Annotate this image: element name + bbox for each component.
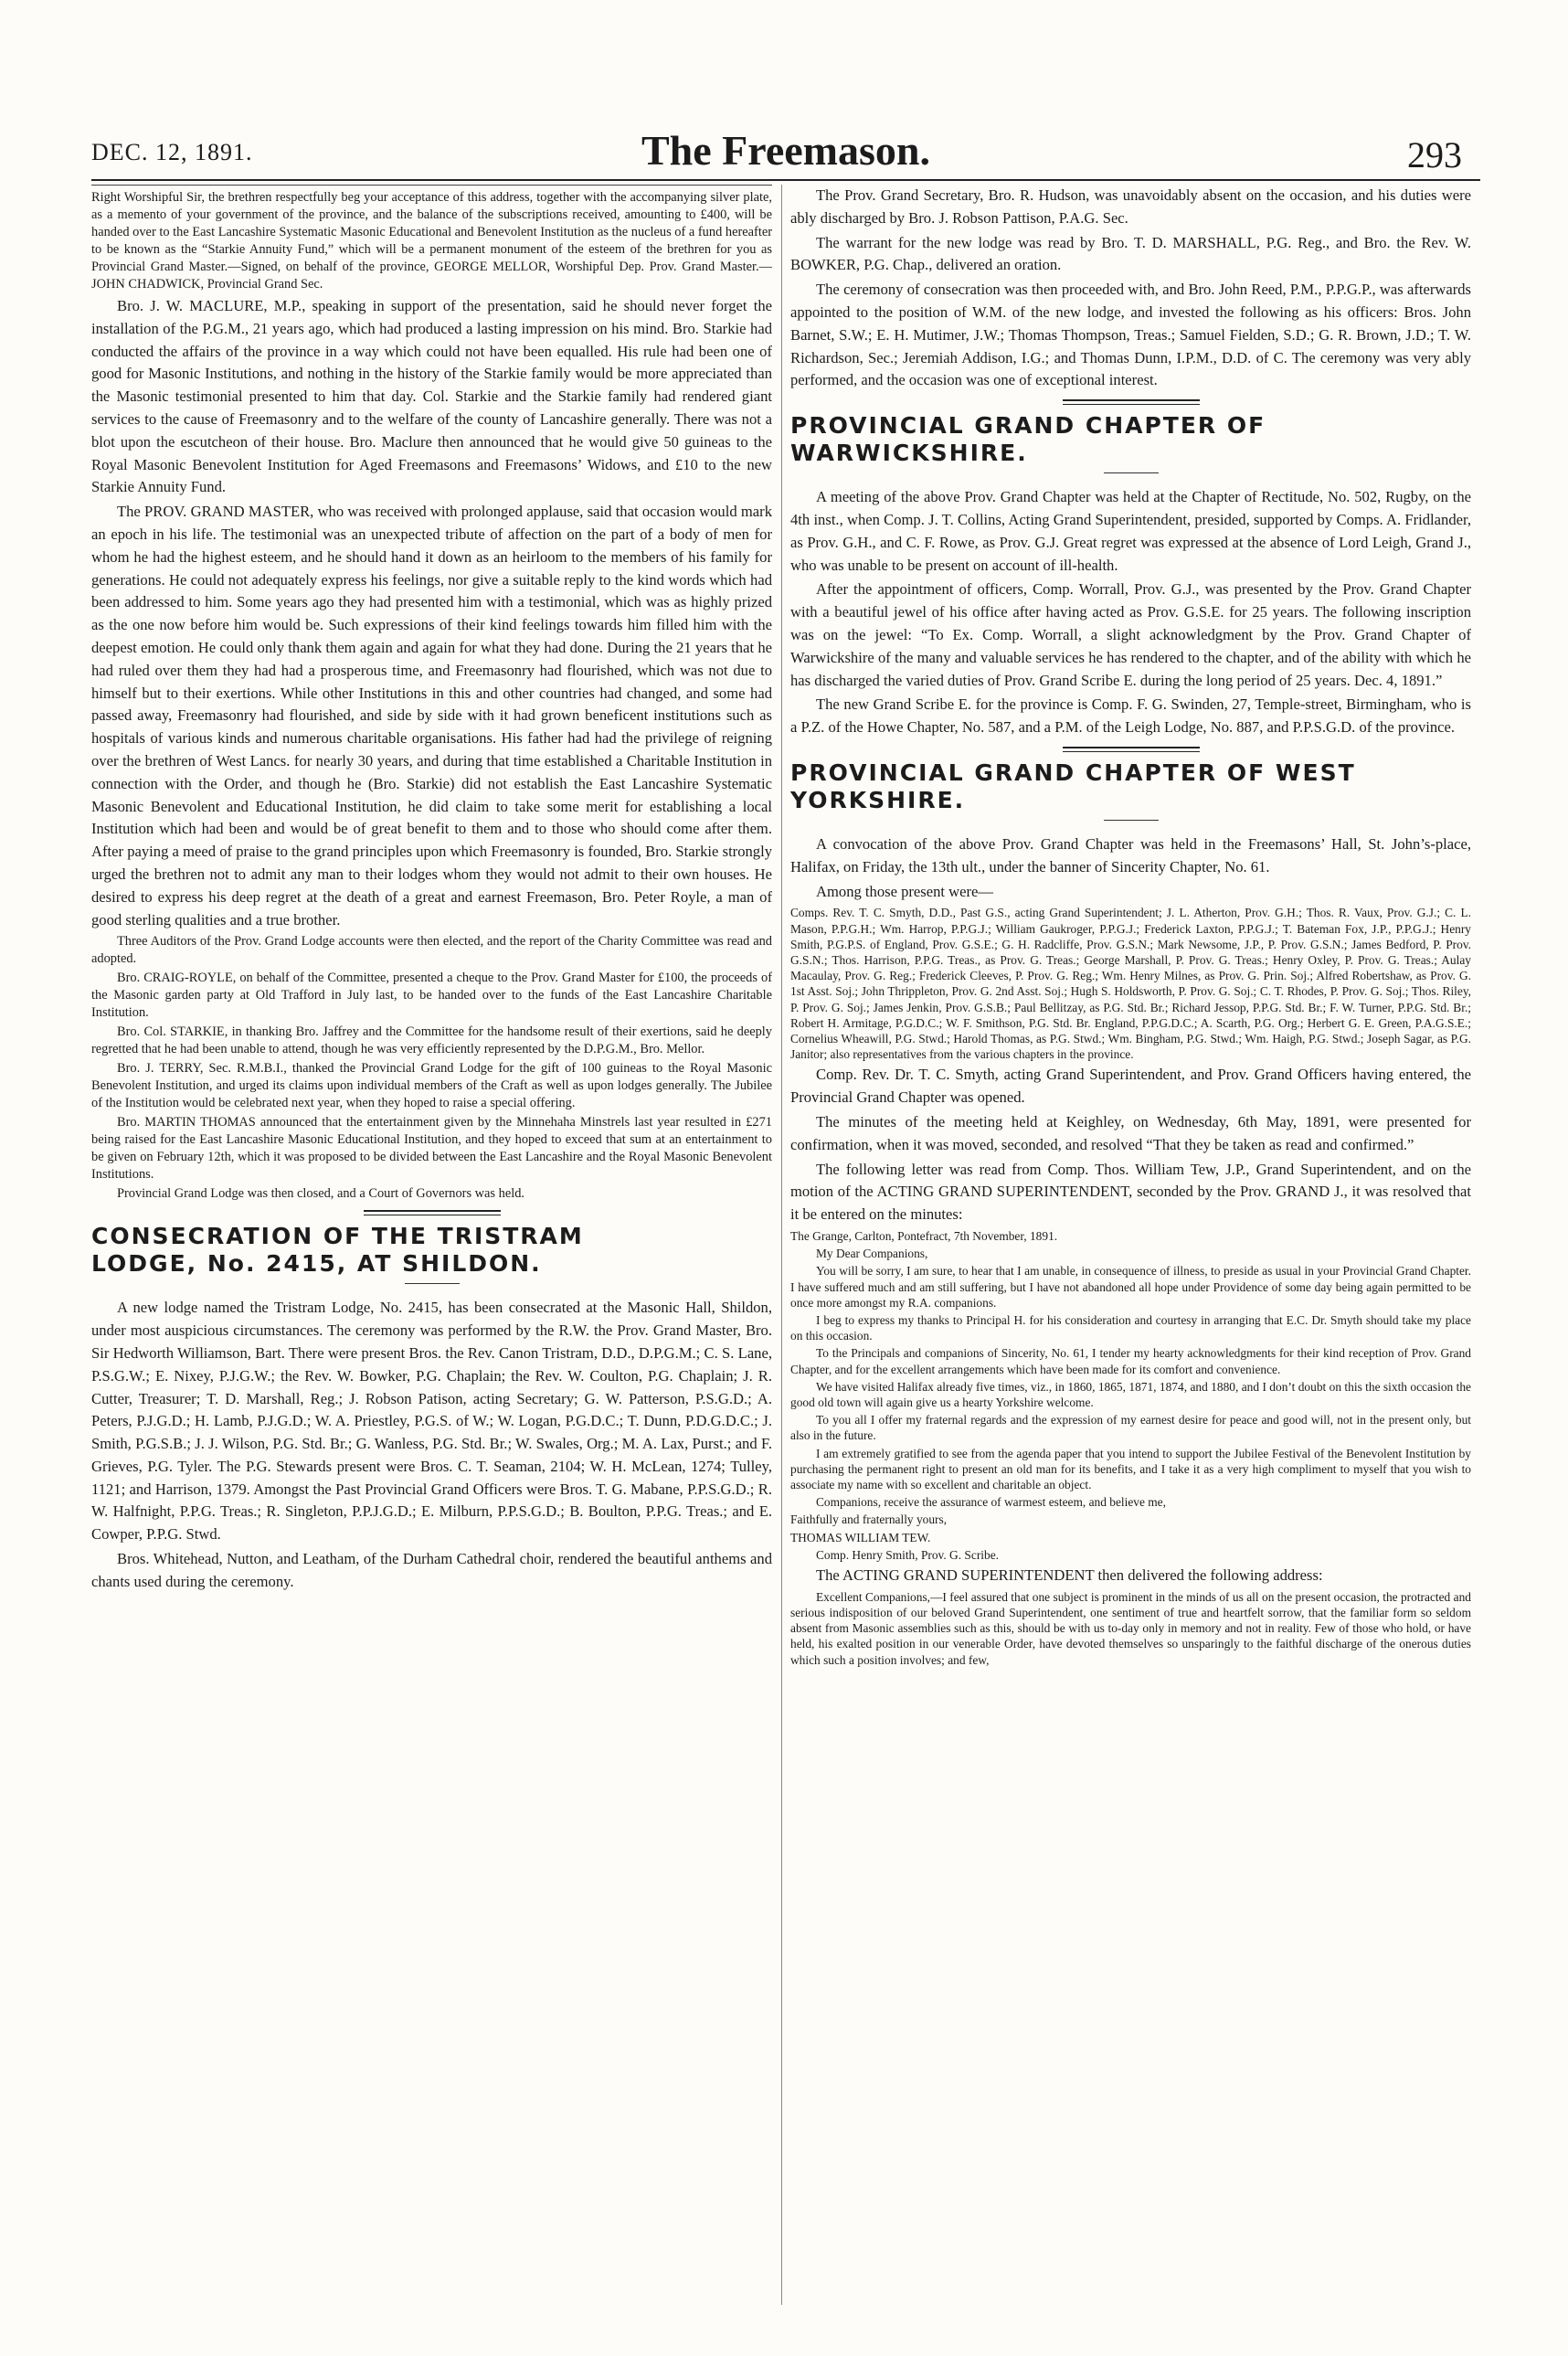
warwick-meeting-paragraph: A meeting of the above Prov. Grand Chapter was held at the Chapter of Rectitude, No. 502, Rugby, on the 4th inst., when Comp. J. T. Collins, Acting Grand Superintendent, presided, supported by Comps. A. Fridlander, as Prov. G.H., and C. F. Rowe, as Prov. G.J. Great regret was expressed at the absence of Lord Leigh, Grand J., who was unable to be present on account of ill-health.: [790, 488, 1471, 574]
address-paragraph: Right Worshipful Sir, the brethren respectfully beg your acceptance of this address, together with the accompanying silver plate, as a memento of your government of the province, and the balance of the subscriptions received, amounting to £400, will be handed over to the East Lancashire Systematic Masonic Educational and Benevolent Institution as the nucleus of a fund hereafter to be known as the “Starkie Annuity Fund,” which will be a permanent monument of the esteem of the brethren for you as Provincial Grand Master.—Signed, on behalf of the province, GEORGE MELLOR, Worshipful Dep. Prov. Grand Master.—JOHN CHADWICK, Provincial Grand Sec.: [91, 190, 772, 292]
letter-paragraph: I am extremely gratified to see from the agenda paper that you intend to support the Jubilee Festival of the Benevolent Institution by purchasing the permanent right to present an old man for its benefits, and I take it as a very high compliment to myself that you wish to associate my name with so excellent and charitable an object.: [790, 1446, 1471, 1491]
column-divider: [781, 185, 782, 2305]
masthead-title: The Freemason.: [641, 127, 930, 174]
warwick-scribe-paragraph: The new Grand Scribe E. for the province is Comp. F. G. Swinden, 27, Temple-street, Birmingham, who is a P.Z. of the Howe Chapter, No. 587, and a P.M. of the Leigh Lodge, No. 887, and P.P.S.G.D. of the province.: [790, 695, 1471, 737]
craig-royle-paragraph: Bro. CRAIG-ROYLE, on behalf of the Committee, presented a cheque to the Prov. Grand Master for £100, the proceeds of the Masonic garden party at Old Trafford in July last, to be handed over to the funds of the East Lancashire Charitable Institution.: [91, 971, 772, 1021]
col-starkie-paragraph: Bro. Col. STARKIE, in thanking Bro. Jaffrey and the Committee for the handsome result of their exertions, said he deeply regretted that he had been unable to attend, though he was very efficiently represented by the D.P.G.M., Bro. Mellor.: [91, 1024, 772, 1057]
wy-convocation-paragraph: A convocation of the above Prov. Grand Chapter was held in the Freemasons’ Hall, St. John’s-place, Halifax, on Friday, the 13th ult., under the banner of Sincerity Chapter, No. 61.: [790, 834, 1471, 876]
west-yorkshire-headline: PROVINCIAL GRAND CHAPTER OF WEST YORKSHIRE.: [790, 759, 1356, 813]
pgm-reply-paragraph: The PROV. GRAND MASTER, who was received with prolonged applause, said that occasion would mark an epoch in his life. The testimonial was an unexpected tribute of affection on the part of a body of men for whom he had the highest esteem, and he should hand it down as an heirloom to the members of his family for generations. He could not adequately express his feelings, nor give a suitable reply to the kind words which had been addressed to him. Some years ago they had presented him with a testimonial, which was as highly prized as the one now before him would be. Such expressions of their kind feelings towards him filled him with the deepest emotion. He could only thank them again and again for what they had done. During the 21 years that he had ruled over them they had had a prosperous time, and Freemasonry had flourished, which was not due to himself but to their exertions. While other Institutions in this and other countries had changed, and some had passed away, Freemasonry had flourished, and side by side with it had grown beneficent institutions such as hospitals of various kinds and numerous charitable organisations. His father had had the privilege of reigning over the brethren of West Lancs. for nearly 30 years, and during that time established a Charitable Institution in connection with the Order, and though he (Bro. Starkie) did not establish the East Lancashire Systematic Masonic Benevolent and Educational Institution, he did claim to take some merit for establishing a local Institution which had been and would be of great benefit to them and to those who should come after them. After paying a meed of praise to the grand principles upon which Freemasonry is founded, Bro. Starkie strongly urged the brethren not to admit any man to their lodges whom they would not admit to their own houses. He desired to express his deep regret at the death of a great and earnest Freemason, Bro. Peter Royle, a man of good sterling qualities and a true brother.: [91, 503, 772, 929]
headline-rule: [405, 1283, 460, 1284]
letter-paragraph: To you all I offer my fraternal regards and the expression of my earnest desire for peace and good will, not in the present only, but also in the future.: [790, 1413, 1471, 1443]
letter-paragraph: You will be sorry, I am sure, to hear that I am unable, in consequence of illness, to preside as usual in your Provincial Grand Chapter. I have suffered much and am still suffering, but I have not abandoned all hope under Providence of some day being again permitted to be once more amongst my R.A. companions.: [790, 1264, 1471, 1310]
section-rule: [1063, 747, 1200, 752]
wy-present-intro: Among those present were—: [816, 882, 994, 900]
page-header: [91, 126, 1480, 181]
issue-date: DEC. 12, 1891.: [91, 139, 253, 165]
letter-paragraph: Companions, receive the assurance of warmest esteem, and believe me,: [816, 1495, 1166, 1510]
address-intro: The ACTING GRAND SUPERINTENDENT then delivered the following address:: [816, 1566, 1323, 1584]
wy-letter-intro: The following letter was read from Comp. Thos. William Tew, J.P., Grand Superintendent, and on the motion of the ACTING GRAND SUPERINTENDENT, seconded by the Prov. GRAND J., it was resolved that it be entered on the minutes:: [790, 1160, 1471, 1224]
consecration-headline: CONSECRATION OF THE TRISTRAM LODGE, No. 2415, AT SHILDON.: [91, 1223, 584, 1278]
wy-minutes-paragraph: The minutes of the meeting held at Keighley, on Wednesday, 6th May, 1891, were presented for confirmation, when it was moved, seconded, and resolved “That they be taken as read and confirmed.”: [790, 1112, 1471, 1153]
address-text: Excellent Companions,—I feel assured that one subject is prominent in the minds of us all on the present occasion, the protracted and serious indisposition of our beloved Grand Superintendent, one sentiment of true and heartfelt sorrow, that the familiar form so seldom absent from Masonic assemblies such as this, should be with us to-day only in memory and not in reality. Few of those who hold, or have held, his exalted position in our venerable Order, have devoted themselves so unsparingly to the faithful discharge of the onerous duties which such a position involves; and few,: [790, 1589, 1471, 1667]
page-number: 293: [1407, 134, 1462, 175]
letter-paragraph: I beg to express my thanks to Principal H. for his consideration and courtesy in arranging that E.C. Dr. Smyth should take my place on this occasion.: [790, 1312, 1471, 1343]
letter-paragraph: To the Principals and companions of Sincerity, No. 61, I tender my hearty acknowledgments for their kind reception of Prov. Grand Chapter, and for the excellent arrangements which have been made for its comfort and convenience.: [790, 1346, 1471, 1376]
letter-cc: Comp. Henry Smith, Prov. G. Scribe.: [816, 1547, 999, 1562]
wy-present-list: Comps. Rev. T. C. Smyth, D.D., Past G.S., acting Grand Superintendent; J. L. Atherton, Prov. G.H.; Thos. R. Vaux, Prov. G.J.; C. L. Mason, P.P.G.H.; Wm. Harrop, P.P.G.J.; William Gaukroger, P.P.G.J.; Frederick Laxton, P.P.G.J.; T. Bateman Fox, J.P., P.P.G.J.; Henry Smith, P.G.P.S. of England, Prov. G.S.E.; G. H. Radcliffe, Prov. G.S.N.; Mark Newsome, J.P., P. Prov. G.S.N.; James Bedford, P. Prov. G.S.N.; Thos. Harrison, P.P.G. Treas., as Prov. G. Treas.; George Marshall, P. Prov. G. Treas.; Henry Oxley, P. Prov. G. Treas.; Aulay Macaulay, Prov. G. Reg.; Frederick Cleeves, P. Prov. G. Reg.; Wm. Henry Milnes, as Prov. G. Prin. Soj.; Alfred Robertshaw, as Prov. G. 1st Asst. Soj.; John Thrippleton, Prov. G. 2nd Asst. Soj.; Hugh S. Holdsworth, P. Prov. G. Soj.; C. T. Rhodes, P. Prov. G. Soj.; Thos. Riley, P. Prov. G. Soj.; James Jenkin, Prov. G.S.B.; Paul Bellitzay, as P.G. Std. Br.; Richard Jessop, P.P.G. Std. Br.; F. W. Turner, P.P.G. Std. Br.; Robert H. Armitage, P.G.D.C.; W. F. Smithson, P.G. Std. Br. England, P.P.G.D.C.; A. Scarth, P.G. Org.; Herbert G. E. Green, P.A.G.S.E.; Cornelius Wheawill, P.G. Stwd.; Harold Thomas, as P.G. Stwd.; Wm. Bingham, P.G. Stwd.; Wm. Haigh, P.G. Stwd.; Joseph Sagar, as P.G. Janitor; also representatives from the various chapters in the province.: [790, 906, 1471, 1062]
top-rule: [91, 185, 772, 186]
auditors-paragraph: Three Auditors of the Prov. Grand Lodge accounts were then elected, and the report of the Charity Committee was read and adopted.: [91, 934, 772, 967]
section-rule: [364, 1210, 501, 1215]
closing-paragraph: Provincial Grand Lodge was then closed, and a Court of Governors was held.: [117, 1186, 524, 1202]
letter-signature: THOMAS WILLIAM TEW.: [790, 1530, 931, 1544]
martin-thomas-paragraph: Bro. MARTIN THOMAS announced that the entertainment given by the Minnehaha Minstrels last year resulted in £271 being raised for the East Lancashire Masonic Educational Institution, and they hoped to exceed that sum at an entertainment to be given on February 12th, which it was proposed to be divided between the East Lancashire and the Royal Masonic Benevolent Institutions.: [91, 1115, 772, 1183]
headline-rule: [1104, 820, 1159, 821]
warrant-paragraph: The warrant for the new lodge was read by Bro. T. D. MARSHALL, P.G. Reg., and Bro. the Rev. W. BOWKER, P.G. Chap., delivered an oration.: [790, 233, 1471, 274]
headline-rule: [1104, 472, 1159, 473]
secretary-paragraph: The Prov. Grand Secretary, Bro. R. Hudson, was unavoidably absent on the occasion, and his duties were ably discharged by Bro. J. Robson Pattison, P.A.G. Sec.: [790, 186, 1471, 227]
warwick-appointment-paragraph: After the appointment of officers, Comp. Worrall, Prov. G.J., was presented by the Prov. Grand Chapter with a beautiful jewel of his office after having acted as Prov. G.S.E. for 25 years. The following inscription was on the jewel: “To Ex. Comp. Worrall, a slight acknowledgment by the Prov. Grand Chapter of Warwickshire of the many and valuable services he has rendered to the chapter, and of the ability with which he has discharged the varied duties of Prov. Grand Scribe E. during the long period of 25 years. Dec. 4, 1891.”: [790, 580, 1471, 689]
letter-salutation: My Dear Companions,: [816, 1247, 928, 1261]
maclure-paragraph: Bro. J. W. MACLURE, M.P., speaking in support of the presentation, said he should never forget the installation of the P.G.M., 21 years ago, which had produced a lasting impression on his mind. Bro. Starkie had conducted the affairs of the province in a way which could not have been equalled. His rule had been one of good for Masonic Institutions, and nothing in the history of the Starkie family would be more appreciated than the Masonic testimonial presented to him that day. Col. Starkie and the Starkie family had rendered giant services to the cause of Freemasonry and to the welfare of the county of Lancashire generally. There was not a blot upon the escutcheon of their house. Bro. Maclure then announced that he would give 50 guineas to the Royal Masonic Benevolent Institution for Aged Freemasons and Freemasons’ Widows, and £10 to the new Starkie Annuity Fund.: [91, 297, 772, 496]
warwick-headline: PROVINCIAL GRAND CHAPTER OF WARWICKSHIRE.: [790, 412, 1266, 467]
consecration-paragraph: A new lodge named the Tristram Lodge, No. 2415, has been consecrated at the Masonic Hall, Shildon, under most auspicious circumstances. The ceremony was performed by the R.W. the Prov. Grand Master, Bro. Sir Hedworth Williamson, Bart. There were present Bros. the Rev. Canon Tristram, D.D., D.P.G.M.; C. S. Lane, P.S.G.W.; E. Nixey, P.J.G.W.; the Rev. W. Bowker, P.G. Chaplain; the Rev. W. Coulton, P.G. Chaplain; J. R. Cutter, Treasurer; T. D. Marshall, Reg.; J. Robson Patison, acting Secretary; G. W. Patterson, P.S.G.D.; A. Peters, P.J.G.D.; H. Lamb, P.J.G.D.; W. A. Priestley, P.G.S. of W.; W. Logan, P.G.D.C.; T. Dunn, P.D.G.D.C.; J. Smith, P.G.S.B.; J. J. Wilson, P.G. Std. Br.; G. Wanless, P.G. Std. Br.; W. Swales, Org.; M. A. Lax, Purst.; and F. Grieves, P.G. Tyler. The P.G. Stewards present were Bros. C. T. Seaman, 2104; W. H. McLean, 1274; Tulley, 1121; and Harrison, 1379. Amongst the Past Provincial Grand Officers were Bros. T. G. Mabane, P.P.S.G.D.; R. W. Halfnight, P.P.G. Treas.; R. Singleton, P.P.J.G.D.; E. Milburn, P.P.S.G.D.; B. Boulton, P.P.G. Treas.; and E. Cowper, P.P.G. Stwd.: [91, 1299, 772, 1544]
header-rule: [91, 179, 1480, 181]
choir-paragraph: Bros. Whitehead, Nutton, and Leatham, of the Durham Cathedral choir, rendered the beautiful anthems and chants used during the ceremony.: [91, 1550, 772, 1590]
letter-closing: Faithfully and fraternally yours,: [790, 1512, 948, 1527]
left-column: [91, 185, 772, 2305]
wy-smyth-paragraph: Comp. Rev. Dr. T. C. Smyth, acting Grand Superintendent, and Prov. Grand Officers having entered, the Provincial Grand Chapter was opened.: [790, 1066, 1471, 1107]
terry-paragraph: Bro. J. TERRY, Sec. R.M.B.I., thanked the Provincial Grand Lodge for the gift of 100 guineas to the Royal Masonic Benevolent Institution, and urged its claims upon individual members of the Craft as well as upon lodges generally. The Jubilee of the Institution would be celebrated next year, when they hoped to raise a special offering.: [91, 1061, 772, 1111]
ceremony-paragraph: The ceremony of consecration was then proceeded with, and Bro. John Reed, P.M., P.P.G.P., was afterwards appointed to the position of W.M. of the new lodge, and invested the following as his officers: Bros. John Barnet, S.W.; E. H. Mutimer, J.W.; Thomas Thompson, Treas.; Samuel Fielden, S.D.; G. R. Brown, J.D.; T. W. Richardson, Sec.; Jeremiah Addison, I.G.; and Thomas Dunn, I.P.M., D.D. of C. The ceremony was very ably performed, and the occasion was one of exceptional interest.: [790, 281, 1471, 389]
section-rule: [1063, 399, 1200, 405]
letter-dateline: The Grange, Carlton, Pontefract, 7th November, 1891.: [790, 1228, 1058, 1243]
right-column: [790, 185, 1471, 2305]
letter-paragraph: We have visited Halifax already five times, viz., in 1860, 1865, 1871, 1874, and 1880, and I don’t doubt on this the sixth occasion the good old town will again give us a hearty Yorkshire welcome.: [790, 1379, 1471, 1409]
